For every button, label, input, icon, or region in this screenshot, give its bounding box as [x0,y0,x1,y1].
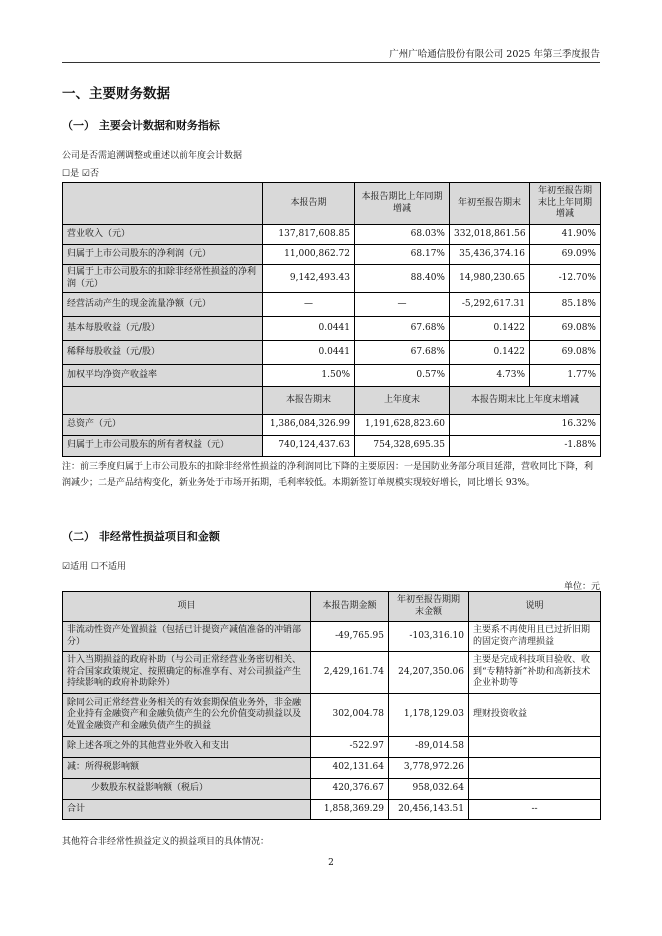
header-cell: 年初至报告期期末金额 [389,592,469,622]
cell-value: 958,032.64 [389,779,469,800]
cell-value: 85.18% [530,293,601,317]
apply-options: ☑适用 ☐不适用 [62,562,126,572]
table-row [63,415,601,436]
table-row [63,265,601,293]
header-cell: 项目 [63,592,311,622]
cell-value: 69.08% [530,317,601,341]
cell-note [469,758,601,779]
cell-value: 68.17% [355,245,450,265]
cell-value: -103,316.10 [389,622,469,652]
row-label: 少数股东权益影响额（税后） [63,779,311,800]
table-row [63,800,601,820]
cell-value: -12.70% [530,265,601,293]
page-number: 2 [328,858,334,868]
row-label: 稀释每股收益（元/股） [63,341,263,365]
unit-label: 单位：元 [563,582,600,592]
row-label: 归属于上市公司股东的净利润（元） [63,245,263,265]
row-label: 基本每股收益（元/股） [63,317,263,341]
table-header-row [63,592,601,622]
cell-value: 754,328,695.35 [355,436,450,457]
cell-value: 402,131.64 [311,758,389,779]
cell-value: 41.90% [530,225,601,245]
cell-value: 0.57% [355,365,450,387]
cell-value: — [263,293,355,317]
table-row [63,245,601,265]
cell-value: -1.88% [450,436,601,457]
cell-value: 420,376.67 [311,779,389,800]
note-deduction-explanation: 注：前三季度归属于上市公司股东的扣除非经常性损益的净利润同比下降的主要原因：一是国防业务部分项目延滞，营收同比下降，利润减少；二是产品结构变化，新业务处于市场开拓期，毛利率较低。本期新签订单规模实现较好增长，同比增长 93%。 [62,462,594,488]
cell-value: 67.68% [355,341,450,365]
header-cell: 上年度末 [355,387,450,415]
cell-value: 1.50% [263,365,355,387]
header-cell: 年初至报告期末 [450,183,530,225]
cell-value: 1,386,084,326.99 [263,415,355,436]
header-cell-blank [63,387,263,415]
table-row [63,436,601,457]
cell-note: 主要系不再使用且已过折旧期的固定资产清理损益 [469,622,601,652]
table-row [63,758,601,779]
cell-value: 14,980,230.65 [450,265,530,293]
cell-value: 9,142,493.43 [263,265,355,293]
cell-value: — [355,293,450,317]
cell-note [469,779,601,800]
cell-value: 2,429,161.74 [311,652,389,694]
header-cell: 说明 [469,592,601,622]
row-label: 经营活动产生的现金流量净额（元） [63,293,263,317]
table-row [63,694,601,737]
row-label: 归属于上市公司股东的所有者权益（元） [63,436,263,457]
cell-value: 4.73% [450,365,530,387]
row-label: 营业收入（元） [63,225,263,245]
cell-value: 35,436,374.16 [450,245,530,265]
table-row [63,779,601,800]
cell-value: 1,858,369.29 [311,800,389,820]
cell-note: 主要是完成科技项目验收、收到“专精特新”补助和高新技术企业补助等 [469,652,601,694]
header-cell: 本报告期比上年同期增减 [355,183,450,225]
row-label: 非流动性资产处置损益（包括已计提资产减值准备的冲销部分） [63,622,311,652]
row-label: 计入当期损益的政府补助（与公司正常经营业务密切相关、符合国家政策规定、按照确定的标准享有、对公司损益产生持续影响的政府补助除外） [63,652,311,694]
table-row [63,317,601,341]
header-divider [62,62,600,63]
cell-value: 3,778,972.26 [389,758,469,779]
cell-value: 137,817,608.85 [263,225,355,245]
table-row [63,225,601,245]
cell-note: -- [469,800,601,820]
cell-note: 理财投资收益 [469,694,601,737]
section-title-financial-data: 一、主要财务数据 [62,86,170,102]
row-label: 除上述各项之外的其他营业外收入和支出 [63,737,311,758]
header-cell: 本报告期末比上年度末增减 [450,387,601,415]
cell-value: 69.08% [530,341,601,365]
cell-value: 0.1422 [450,341,530,365]
row-label: 除同公司正常经营业务相关的有效套期保值业务外，非金融企业持有金融资产和金融负债产生的公允价值变动损益以及处置金融资产和金融负债产生的损益 [63,694,311,737]
cell-value: -89,014.58 [389,737,469,758]
table-row [63,622,601,652]
cell-value: 67.68% [355,317,450,341]
cell-value: -522.97 [311,737,389,758]
nonrecurring-items-table [62,591,601,820]
table-header-row [63,183,601,225]
cell-value: 740,124,437.63 [263,436,355,457]
subsection-title-accounting-data: （一） 主要会计数据和财务指标 [62,119,220,132]
row-label: 总资产（元） [63,415,263,436]
cell-value: 0.0441 [263,341,355,365]
row-label: 归属于上市公司股东的扣除非经常性损益的净利润（元） [63,265,263,293]
cell-value: 302,004.78 [311,694,389,737]
cell-value: 16.32% [450,415,601,436]
cell-value: 0.0441 [263,317,355,341]
cell-value: 1,191,628,823.60 [355,415,450,436]
cell-value: -5,292,617.31 [450,293,530,317]
cell-value: 88.40% [355,265,450,293]
table-row [63,293,601,317]
header-cell: 年初至报告期末比上年同期增减 [530,183,601,225]
cell-value: -49,765.95 [311,622,389,652]
row-label: 减：所得税影响额 [63,758,311,779]
table-row [63,365,601,387]
cell-note [469,737,601,758]
cell-value: 1.77% [530,365,601,387]
cell-value: 24,207,350.06 [389,652,469,694]
note-other-items: 其他符合非经常性损益定义的损益项目的具体情况： [62,837,270,847]
cell-value: 68.03% [355,225,450,245]
cell-value: 69.09% [530,245,601,265]
cell-value: 332,018,861.56 [450,225,530,245]
header-cell: 本报告期 [263,183,355,225]
accounting-data-table [62,182,601,457]
cell-value: 11,000,862.72 [263,245,355,265]
report-header-title: 广州广哈通信股份有限公司 2025 年第三季度报告 [389,49,600,60]
header-cell: 本报告期金额 [311,592,389,622]
cell-value: 0.1422 [450,317,530,341]
header-cell [63,183,263,225]
restate-question: 公司是否需追溯调整或重述以前年度会计数据 [62,151,243,161]
cell-value: 20,456,143.51 [389,800,469,820]
table-row [63,652,601,694]
restate-options: ☐是 ☑否 [62,169,99,179]
header-cell: 本报告期末 [263,387,355,415]
row-label: 合计 [63,800,311,820]
row-label: 加权平均净资产收益率 [63,365,263,387]
table-row [63,737,601,758]
subsection-title-nonrecurring: （二） 非经常性损益项目和金额 [62,530,220,543]
table-subheader-row [63,387,601,415]
cell-value: 1,178,129.03 [389,694,469,737]
table-row [63,341,601,365]
